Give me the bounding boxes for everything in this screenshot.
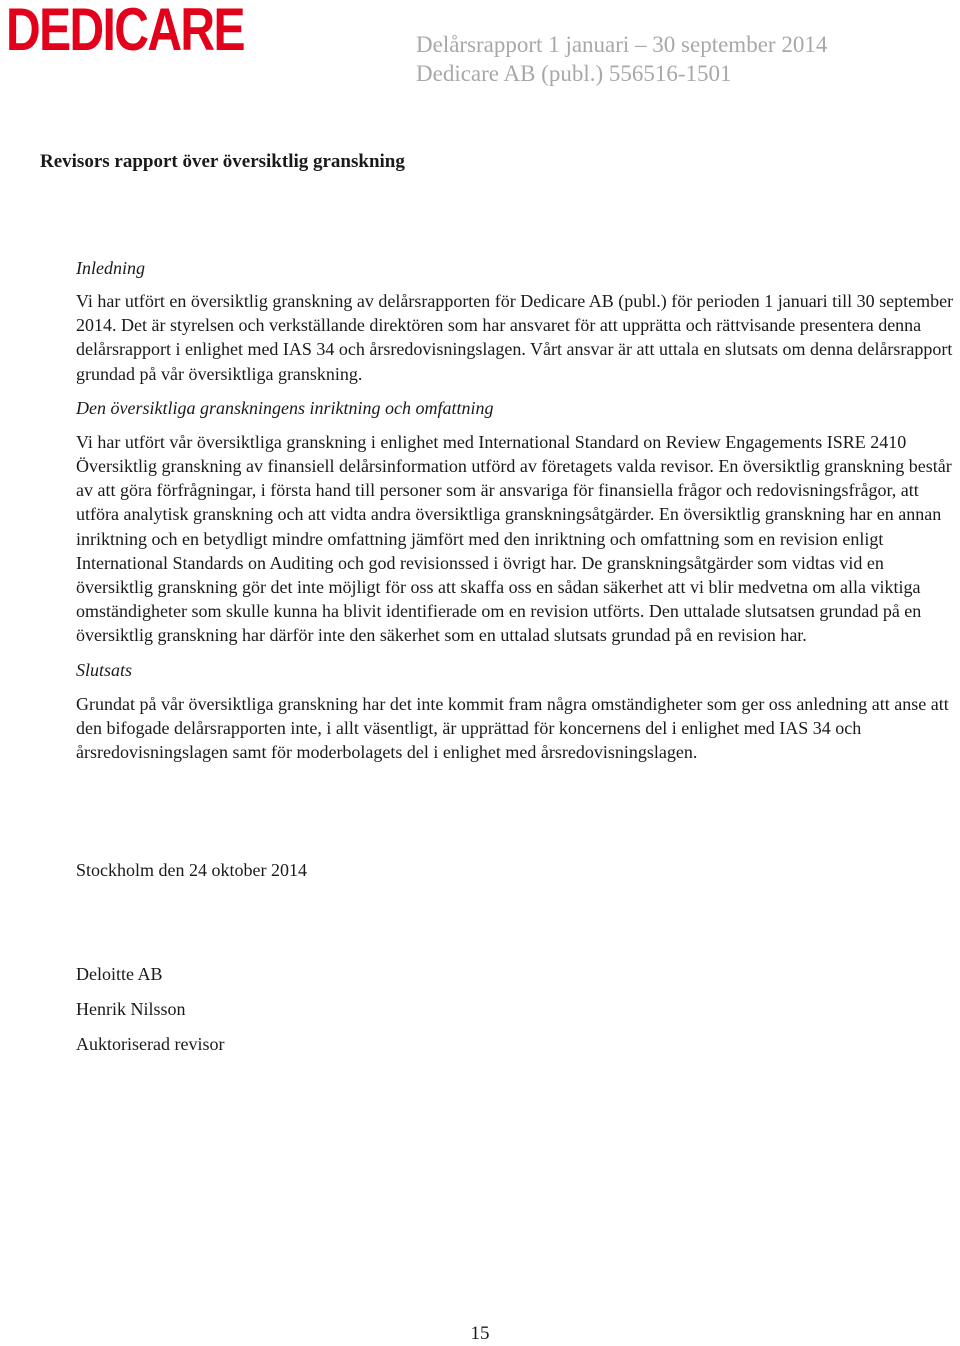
section-text-slutsats: Grundat på vår översiktliga granskning har det inte kommit fram några omständigheter som ger oss anledning att anse att den bifogade delårsrapporten inte, i allt väsentligt, är upprättad för koncernens del i enlighet med IAS 34 och årsredovisningslagen samt för moderbolagets del i enlighet med årsredovisningslagen. — [76, 693, 949, 763]
section-heading-slutsats: Slutsats — [76, 659, 133, 680]
auditor-firm: Deloitte AB — [76, 964, 163, 984]
report-body — [76, 256, 960, 764]
place-and-date: Stockholm den 24 oktober 2014 — [76, 860, 307, 880]
auditor-title: Auktoriserad revisor — [76, 1034, 225, 1054]
page-number: 15 — [470, 1323, 490, 1344]
section-heading-inledning: Inledning — [76, 258, 145, 278]
auditor-name: Henrik Nilsson — [76, 999, 186, 1019]
report-period: Delårsrapport 1 januari – 30 september 2014 — [416, 32, 828, 57]
section-text-inledning: Vi har utfört en översiktlig granskning av delårsrapporten för Dedicare AB (publ.) för perioden 1 januari till 30 september 2014. Det är styrelsen och verkställande direktören som har ansvaret för att upprätta och rättvisande presentera denna delårsrapport i enlighet med IAS 34 och årsredovisningslagen. Vårt ansvar är att uttala en slutsats om denna delårsrapport grundad på vår översiktliga granskning. — [76, 291, 954, 384]
report-header — [416, 30, 827, 88]
page-title: Revisors rapport över översiktlig granskning — [40, 151, 405, 172]
section-heading-omfattning: Den översiktliga granskningens inriktning och omfattning — [76, 397, 494, 418]
company-id: Dedicare AB (publ.) 556516-1501 — [416, 61, 732, 86]
dedicare-logo: DEDICARE — [6, 0, 244, 63]
section-text-omfattning: Vi har utfört vår översiktliga granskning i enlighet med International Standard on Review Engagements ISRE 2410 Översiktlig granskning av finansiell delårsinformation utförd av företagets valda revisor. En översiktlig granskning består av att göra förfrågningar, i första hand till personer som är ansvariga för finansiella frågor och redovisningsfrågor, att utföra analytisk granskning och att vidta andra översiktliga granskningsåtgärder. En översiktlig granskning har en annan inriktning och en betydligt mindre omfattning jämfört med den inriktning och omfattning som en revision enligt International Standards on Auditing och god revisionssed i övrigt har. De granskningsåtgärder som vidtas vid en översiktlig granskning gör det inte möjligt för oss att skaffa oss en sådan säkerhet att vi blir medvetna om alla viktiga omständigheter som skulle kunna ha blivit identifierade om en revision utförts. Den uttalade slutsatsen grundad på en översiktlig granskning har därför inte den säkerhet som en uttalad slutsats grundad på en revision har. — [76, 431, 952, 646]
